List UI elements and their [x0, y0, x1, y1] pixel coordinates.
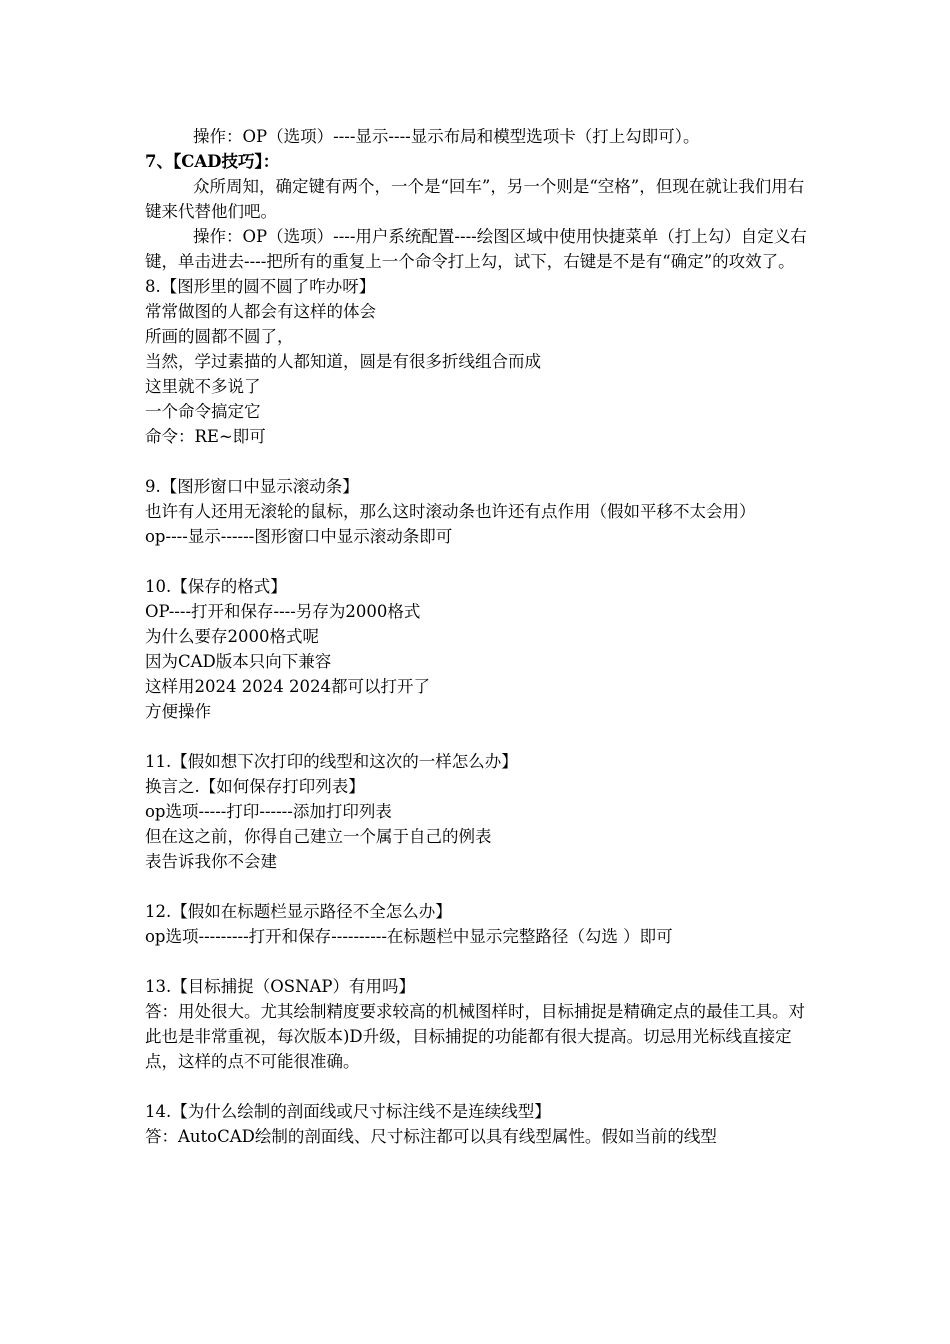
section-8-line: 这里就不多说了 — [145, 377, 261, 396]
section-8-line: 一个命令搞定它 — [145, 402, 261, 421]
blank-line — [145, 1074, 810, 1099]
section-11-line: 但在这之前，你得自己建立一个属于自己的例表 — [145, 827, 492, 846]
section-9-heading: 9.【图形窗口中显示滚动条】 — [145, 477, 359, 496]
section-13-heading: 13.【目标捕捉（OSNAP）有用吗】 — [145, 977, 416, 996]
section-10-line: 因为CAD版本只向下兼容 — [145, 652, 332, 671]
blank-line — [145, 549, 810, 574]
section-11-heading: 11.【假如想下次打印的线型和这次的一样怎么办】 — [145, 752, 518, 771]
section-9-paragraph-1: 也许有人还用无滚轮的鼠标，那么这时滚动条也许还有点作用（假如平移不太会用） — [145, 502, 756, 521]
section-12-paragraph: op选项---------打开和保存----------在标题栏中显示完整路径（勾选 ）即可 — [145, 927, 673, 946]
section-10-line: OP----打开和保存----另存为2000格式 — [145, 602, 421, 621]
section-7-heading: 7、【CAD技巧】： — [145, 152, 280, 171]
section-10-line: 这样用2024 2024 2024都可以打开了 — [145, 677, 430, 696]
section-8-heading: 8.【图形里的圆不圆了咋办呀】 — [145, 277, 376, 296]
section-11-line: 换言之.【如何保存打印列表】 — [145, 777, 365, 796]
blank-line — [145, 449, 810, 474]
section-14-heading: 14.【为什么绘制的剖面线或尺寸标注线不是连续线型】 — [145, 1102, 551, 1121]
section-11-line: 表告诉我你不会建 — [145, 852, 277, 871]
section-7-paragraph-1: 众所周知，确定键有两个，一个是“回车”，另一个则是“空格”，但现在就让我们用右键来代替他们吧。 — [145, 177, 805, 221]
section-8-line: 常常做图的人都会有这样的体会 — [145, 302, 376, 321]
section-8-line: 当然，学过素描的人都知道，圆是有很多折线组合而成 — [145, 352, 541, 371]
section-9-paragraph-2: op----显示------图形窗口中显示滚动条即可 — [145, 527, 453, 546]
blank-line — [145, 724, 810, 749]
section-7-paragraph-2: 操作：OP（选项）----用户系统配置----绘图区域中使用快捷菜单（打上勾）自定义右键，单击进去----把所有的重复上一个命令打上勾，试下，右键是不是有“确定”的攻效了。 — [145, 227, 807, 271]
section-10-line: 为什么要存2000格式呢 — [145, 627, 319, 646]
section-13-paragraph: 答：用处很大。尤其绘制精度要求较高的机械图样时，目标捕捉是精确定点的最佳工具。对此也是非常重视，每次版本)D升级，目标捕捉的功能都有很大提高。切忌用光标线直接定点，这样的点不可能很准确。 — [145, 1002, 805, 1071]
section-10-heading: 10.【保存的格式】 — [145, 577, 287, 596]
blank-line — [145, 949, 810, 974]
section-14-paragraph: 答：AutoCAD绘制的剖面线、尺寸标注都可以具有线型属性。假如当前的线型 — [145, 1127, 717, 1146]
section-10-line: 方便操作 — [145, 702, 211, 721]
section-12-heading: 12.【假如在标题栏显示路径不全怎么办】 — [145, 902, 452, 921]
section-11-line: op选项-----打印------添加打印列表 — [145, 802, 392, 821]
op-display-instruction: 操作：OP（选项）----显示----显示布局和模型选项卡（打上勾即可）。 — [193, 127, 700, 146]
document-body — [145, 124, 810, 1149]
section-8-line: 所画的圆都不圆了， — [145, 327, 294, 346]
section-8-line: 命令：RE~即可 — [145, 427, 266, 446]
blank-line — [145, 874, 810, 899]
